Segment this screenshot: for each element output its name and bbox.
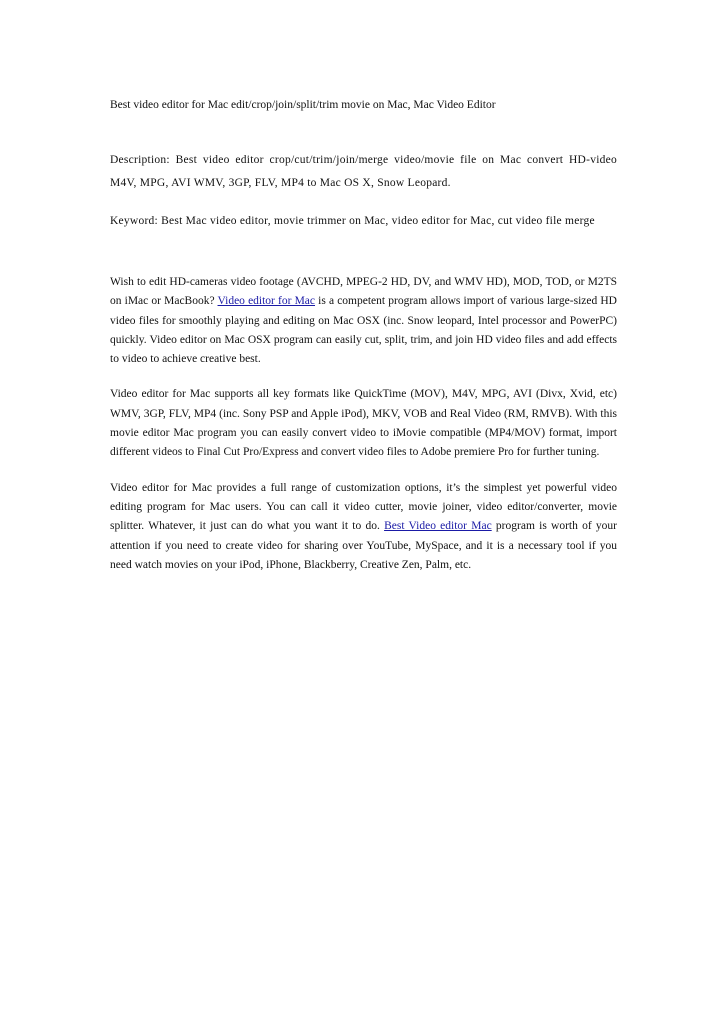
body-paragraph-3 xyxy=(110,479,617,575)
body-paragraph-1 xyxy=(110,273,617,369)
keyword-paragraph: Keyword: Best Mac video editor, movie trimmer on Mac, video editor for Mac, cut video file merge xyxy=(110,215,595,227)
paragraph-1-text-before-link: Wish to edit HD-cameras video footage (AVCHD, MPEG-2 HD, DV, and WMV HD), MOD, TOD, or M2TS on iMac or MacBook? xyxy=(110,276,617,308)
document-title: Best video editor for Mac edit/crop/join/split/trim movie on Mac, Mac Video Editor xyxy=(110,99,496,111)
body-paragraph-2: Video editor for Mac supports all key formats like QuickTime (MOV), M4V, MPG, AVI (Divx, Xvid, etc) WMV, 3GP, FLV, MP4 (inc. Sony PSP and Apple iPod), MKV, VOB and Real Video (RM, RMVB). With this movie editor Mac program you can easily convert video to iMovie compatible (MP4/MOV) format, import different videos to Final Cut Pro/Express and convert video files to Adobe premiere Pro for further tuning. xyxy=(110,388,617,459)
paragraph-3-text-before-link: Video editor for Mac provides a full range of customization options, it’s the simplest yet powerful video editing program for Mac users. You can call it video cutter, movie joiner, video editor/converter, movie splitter. Whatever, it just can do what you want it to do. xyxy=(110,481,617,533)
document-page xyxy=(110,96,617,575)
video-editor-for-mac-link[interactable]: Video editor for Mac xyxy=(217,295,316,308)
best-video-editor-mac-link[interactable]: Best Video editor Mac xyxy=(384,520,492,533)
paragraph-1-text-after-link: is a competent program allows import of various large-sized HD video files for smoothly playing and editing on Mac OSX (inc. Snow leopard, Intel processor and PowerPC) quickly. Video editor on Mac OSX program can easily cut, split, trim, and join HD video files and add effects to video to achieve creative best. xyxy=(110,295,617,366)
paragraph-3-text-after-link: program is worth of your attention if you need to create video for sharing over YouTube, MySpace, and it is a necessary tool if you need watch movies on your iPod, iPhone, Blackberry, Creative Zen, Palm, etc. xyxy=(110,520,617,571)
description-paragraph: Description: Best video editor crop/cut/trim/join/merge video/movie file on Mac convert HD-video M4V, MPG, AVI WMV, 3GP, FLV, MP4 to Mac OS X, Snow Leopard. xyxy=(110,154,617,189)
